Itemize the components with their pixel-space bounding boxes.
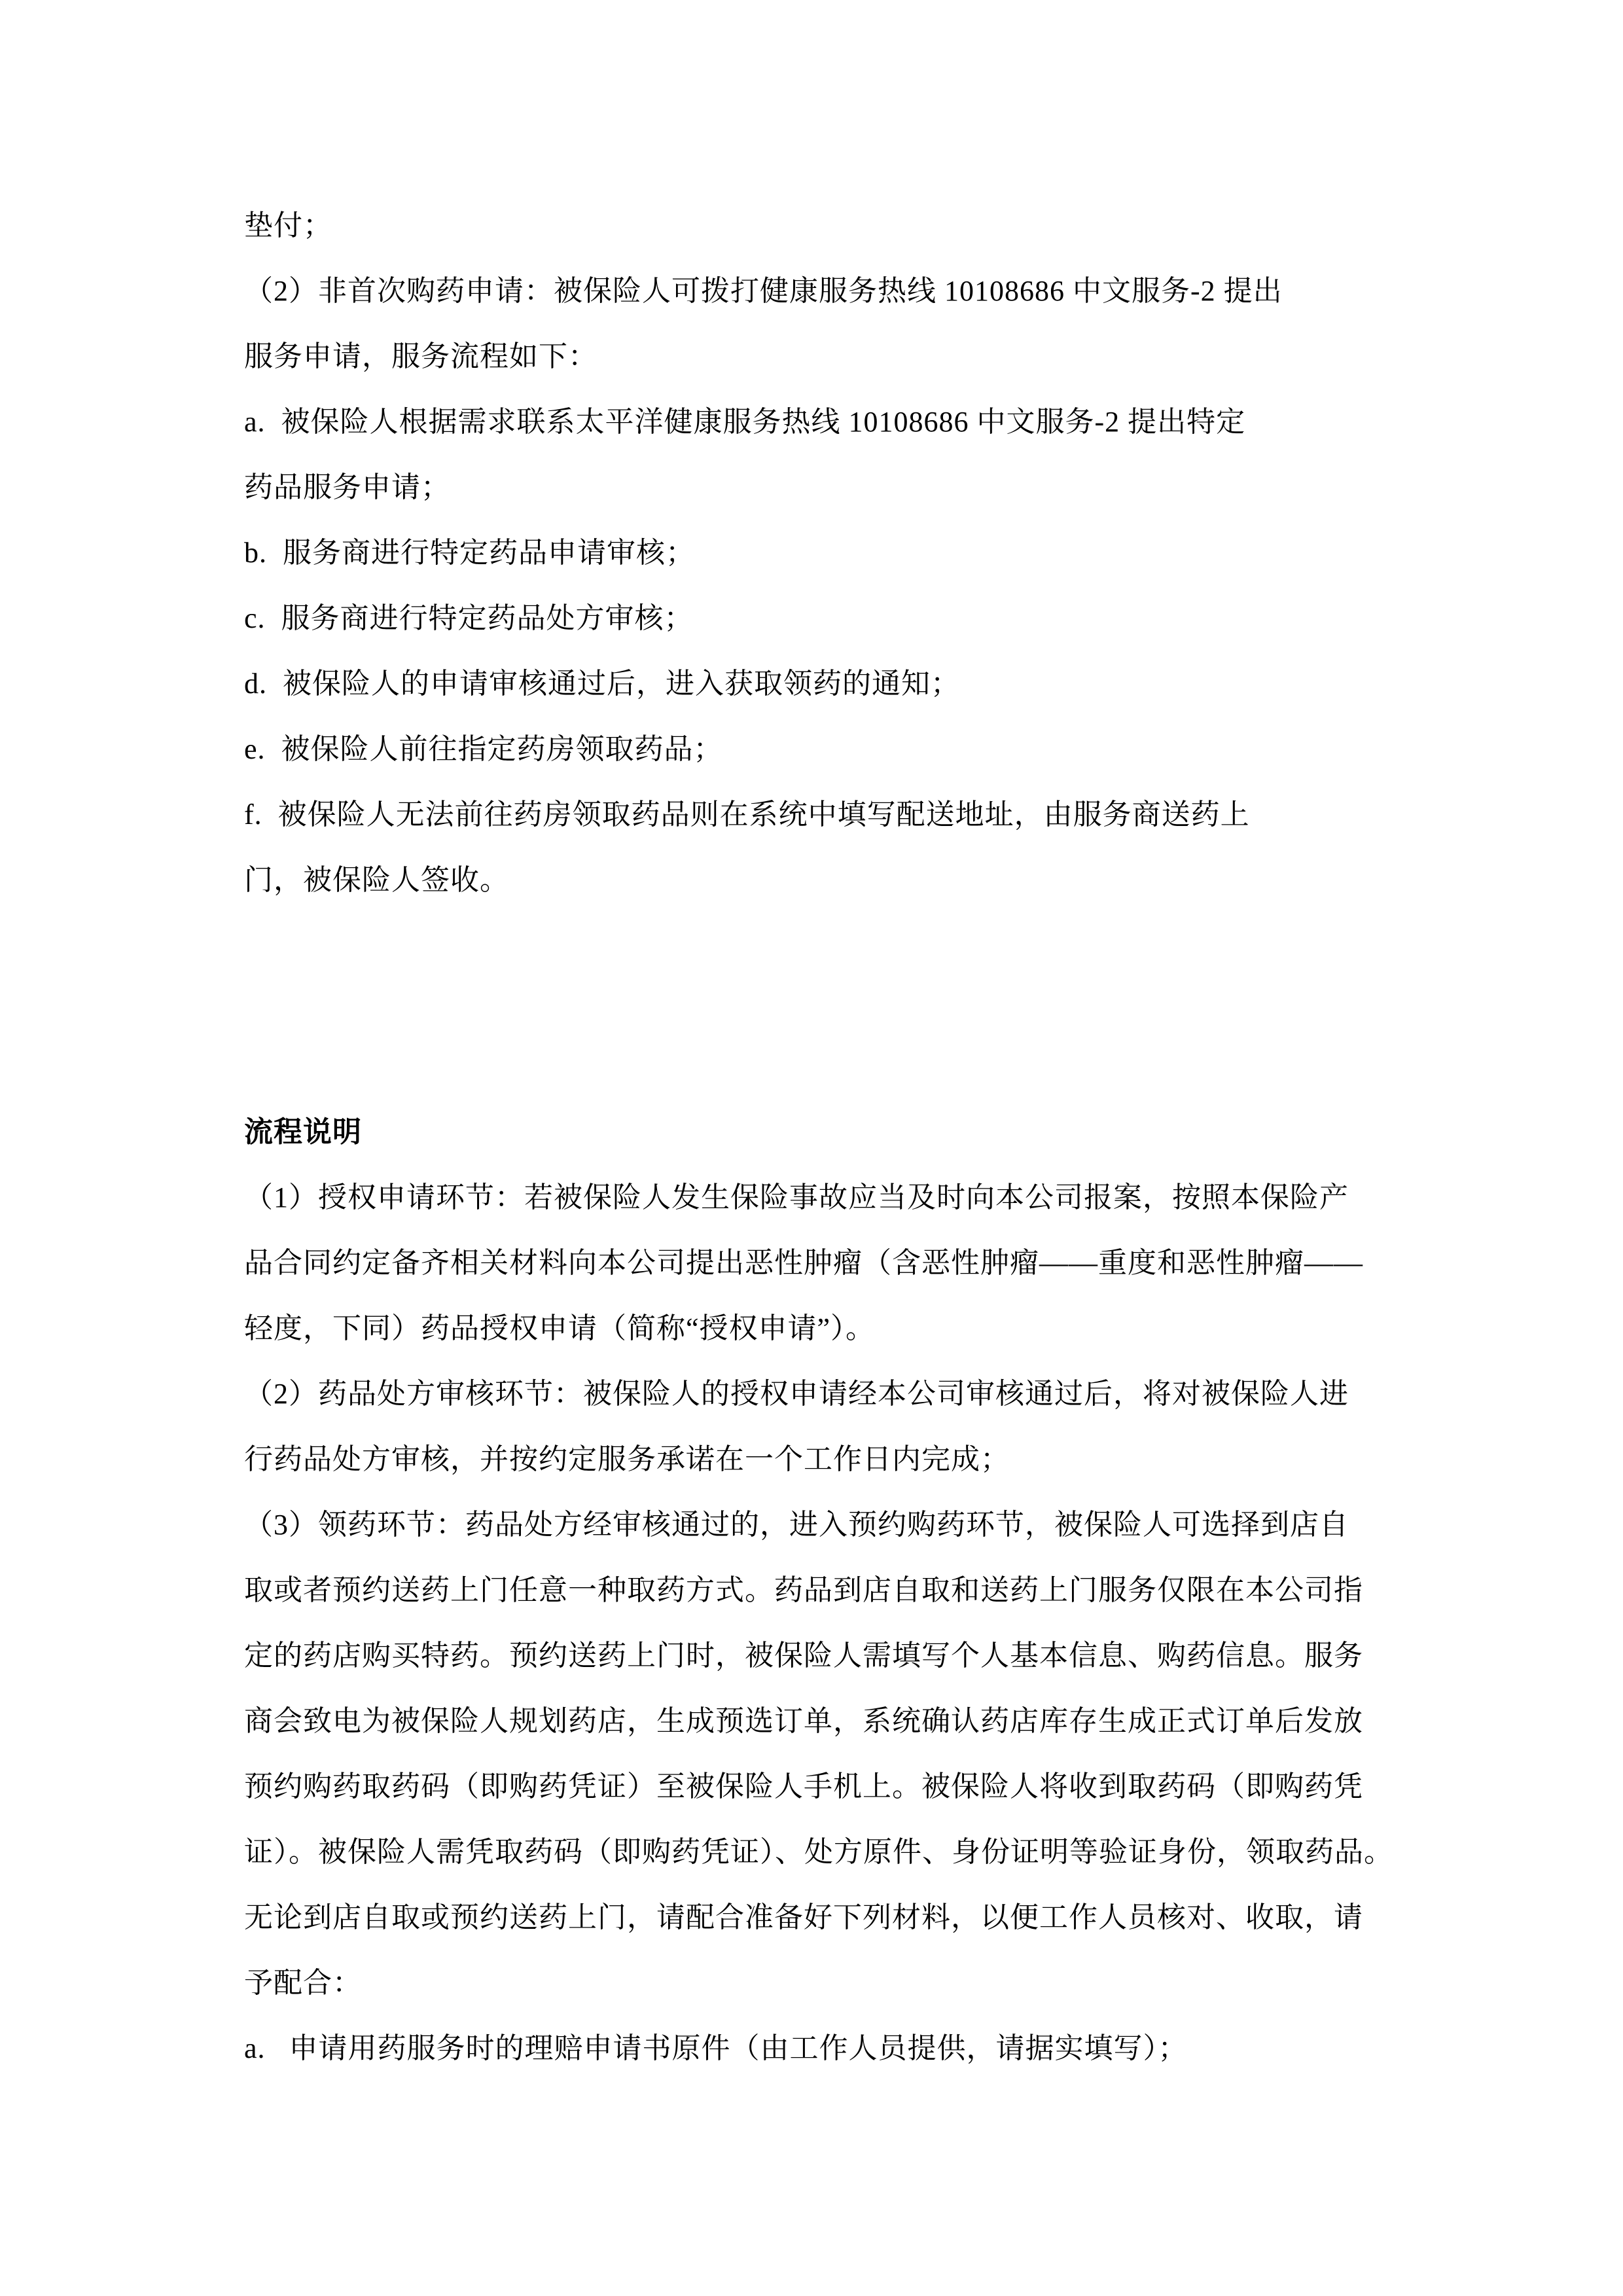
body-line: 定的药店购买特药。预约送药上门时，被保险人需填写个人基本信息、购药信息。服务 bbox=[244, 1640, 1363, 1672]
body-line: 证）。被保险人需凭取药码（即购药凭证）、处方原件、身份证明等验证身份，领取药品。 bbox=[244, 1836, 1393, 1868]
body-line: 预约购药取药码（即购药凭证）至被保险人手机上。被保险人将收到取药码（即购药凭 bbox=[244, 1770, 1363, 1803]
body-line: 轻度，下同）药品授权申请（简称“授权申请”）。 bbox=[244, 1312, 876, 1344]
body-line: 门，被保险人签收。 bbox=[244, 864, 509, 896]
body-line: 垫付； bbox=[244, 209, 332, 242]
list-item-line: a. 被保险人根据需求联系太平洋健康服务热线 10108686 中文服务-2 提出特定 bbox=[244, 406, 1246, 438]
body-line: 予配合： bbox=[244, 1967, 362, 1999]
body-line: 商会致电为被保险人规划药店，生成预选订单，系统确认药店库存生成正式订单后发放 bbox=[244, 1705, 1363, 1737]
list-item-line: b. 服务商进行特定药品申请审核； bbox=[244, 537, 695, 569]
body-line: 品合同约定备齐相关材料向本公司提出恶性肿瘤（含恶性肿瘤——重度和恶性肿瘤—— bbox=[244, 1247, 1363, 1279]
body-line: （3）领药环节：药品处方经审核通过的，进入预约购药环节，被保险人可选择到店自 bbox=[244, 1509, 1349, 1541]
body-line: （2）药品处方审核环节：被保险人的授权申请经本公司审核通过后，将对被保险人进 bbox=[244, 1378, 1349, 1410]
section-heading-process-description: 流程说明 bbox=[244, 1116, 362, 1148]
body-line: 服务申请，服务流程如下： bbox=[244, 340, 597, 372]
body-line: 行药品处方审核，并按约定服务承诺在一个工作日内完成； bbox=[244, 1443, 1010, 1475]
body-line: 药品服务申请； bbox=[244, 471, 450, 503]
body-line: （2）非首次购药申请：被保险人可拨打健康服务热线 10108686 中文服务-2 提出 bbox=[244, 275, 1283, 307]
list-item-line: e. 被保险人前往指定药房领取药品； bbox=[244, 733, 723, 765]
list-item-line: c. 服务商进行特定药品处方审核； bbox=[244, 602, 694, 634]
list-item-line: a. 申请用药服务时的理赔申请书原件（由工作人员提供，请据实填写）； bbox=[244, 2032, 1188, 2064]
document-content bbox=[244, 193, 1393, 2081]
body-line: 取或者预约送药上门任意一种取药方式。药品到店自取和送药上门服务仅限在本公司指 bbox=[244, 1574, 1363, 1606]
body-line: （1）授权申请环节：若被保险人发生保险事故应当及时向本公司报案，按照本保险产 bbox=[244, 1181, 1349, 1213]
list-item-line: f. 被保险人无法前往药房领取药品则在系统中填写配送地址，由服务商送药上 bbox=[244, 798, 1250, 831]
list-item-line: d. 被保险人的申请审核通过后，进入获取领药的通知； bbox=[244, 668, 960, 700]
body-line: 无论到店自取或预约送药上门，请配合准备好下列材料，以便工作人员核对、收取，请 bbox=[244, 1901, 1363, 1933]
